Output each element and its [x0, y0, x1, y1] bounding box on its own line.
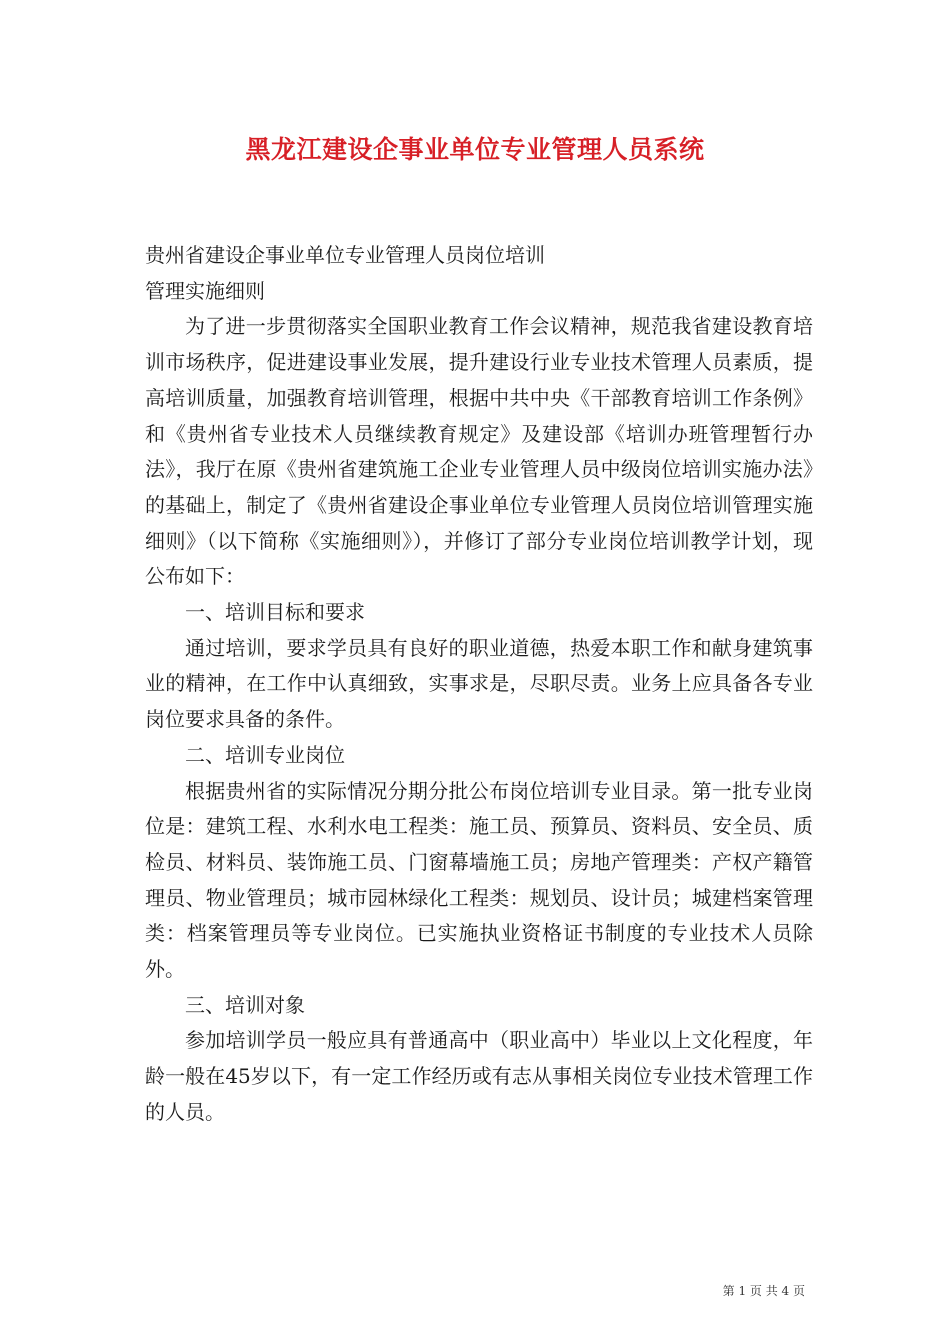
subtitle-line-2: 管理实施细则	[145, 278, 265, 303]
document-title: 黑龙江建设企事业单位专业管理人员系统	[245, 135, 705, 164]
intro-paragraph: 为了进一步贯彻落实全国职业教育工作会议精神，规范我省建设教育培训市场秩序，促进建设事业发展，提升建设行业专业技术管理人员素质，提高培训质量，加强教育培训管理，根据中共中央《干部教育培训工作条例》和《贵州省专业技术人员继续教育规定》及建设部《培训办班管理暂行办法》，我厅在原《贵州省建筑施工企业专业管理人员中级岗位培训实施办法》的基础上，制定了《贵州省建设企事业单位专业管理人员岗位培训管理实施细则》（以下简称《实施细则》），并修订了部分专业岗位培训教学计划，现公布如下：	[145, 314, 813, 589]
subtitle-line-1: 贵州省建设企事业单位专业管理人员岗位培训	[145, 243, 545, 267]
section-paragraph-2: 根据贵州省的实际情况分期分批公布岗位培训专业目录。第一批专业岗位是：建筑工程、水利水电工程类：施工员、预算员、资料员、安全员、质检员、材料员、装饰施工员、门窗幕墙施工员；房地产管理类：产权产籍管理员、物业管理员；城市园林绿化工程类：规划员、设计员；城建档案管理类：档案管理员等专业岗位。已实施执业资格证书制度的专业技术人员除外。	[145, 778, 813, 982]
section-heading-3: 三、培训对象	[185, 992, 305, 1017]
section-paragraph-1: 通过培训，要求学员具有良好的职业道德，热爱本职工作和献身建筑事业的精神，在工作中认真细致，实事求是，尽职尽责。业务上应具备各专业岗位要求具备的条件。	[145, 635, 813, 732]
page-number-footer: 第 1 页 共 4 页	[722, 1284, 805, 1298]
section-heading-1: 一、培训目标和要求	[185, 600, 365, 625]
document-body	[145, 238, 813, 1131]
section-paragraph-3: 参加培训学员一般应具有普通高中（职业高中）毕业以上文化程度，年龄一般在45岁以下，有一定工作经历或有志从事相关岗位专业技术管理工作的人员。	[145, 1028, 813, 1124]
section-heading-2: 二、培训专业岗位	[185, 742, 345, 767]
